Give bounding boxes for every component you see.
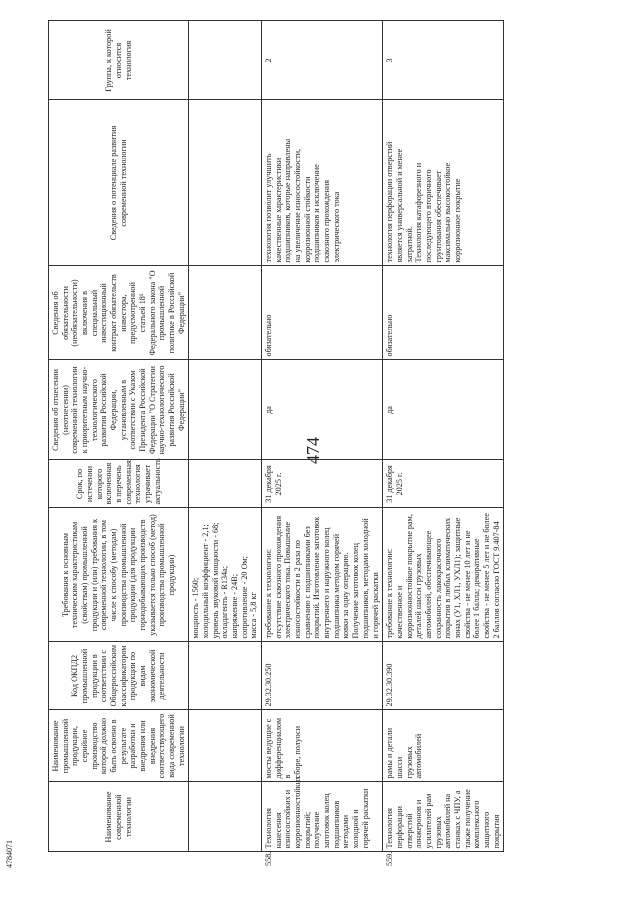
header-cell: Код ОКПД2 промышленной продукции в соответствии с Общероссийским классификатором продукции по видам экономической деятельности — [49, 642, 189, 710]
header-cell: Сведения об отнесении (неотнесении) современной технологии к приоритетным научно-технологического развития Российской Федерации, установленным в соответствии с Указом Президента Российской Федерации "О Стратегии научно-технологического развития Российской Федерации" — [49, 360, 189, 460]
group: 2 — [262, 21, 383, 100]
rotated-table-container — [48, 21, 618, 866]
deadline: 31 декабря 2025 г. — [383, 460, 504, 508]
header-cell: Наименование современной технологии — [49, 782, 189, 852]
table-header-row — [49, 21, 189, 866]
technology-name: Технология нанесения износостойких и коррозионностойких покрытий; получение заготовок колец подшипников методами холодной и горячей раскатки — [262, 782, 383, 852]
group: 3 — [383, 21, 504, 100]
header-cell: Сведения об обязательности (необязательности) включения в специальный инвестиционный контракт обязательств инвестора, предусмотренной статьей 18¹ Федерального закона "О промышленной политике в Российской Федерации" — [49, 266, 189, 360]
priority: да — [262, 360, 383, 460]
row-number: 558. — [263, 851, 273, 866]
product-name: рамы и детали шасси грузовых автомобилей — [383, 710, 504, 782]
obligation: обязательно — [262, 266, 383, 360]
header-num-blank — [49, 852, 189, 866]
okpd2-code: 29.32.30.390 — [383, 642, 504, 710]
row-number: 559. — [384, 851, 394, 866]
continuation-row — [189, 21, 262, 866]
potential: технология перфорации отверстий является универсальной и менее затратной. Технология катафорезного и последующего вторичного грунтования обеспечивает максимально высокостойкое коррозионное покрытие — [383, 100, 504, 266]
header-cell: Группа, к которой относится технология — [49, 21, 189, 100]
document-code: 4784071 — [5, 840, 14, 868]
table-row — [262, 21, 383, 866]
header-cell: Сведения о потенциале развития современной технологии — [49, 100, 189, 266]
continuation-cell: мощность - 1560; холодильный коэффициент - 2,1; уровень звуковой мощности - 68; охладагенть - R134a; напряжение - 24В; сопротивление - 20 Ом; масса - 5,8 кг — [189, 508, 262, 642]
obligation: обязательно — [383, 266, 504, 360]
technologies-table — [48, 21, 504, 867]
product-name: мосты ведущие с дифференциалом в сборе, полуоси — [262, 710, 383, 782]
priority: да — [383, 360, 504, 460]
page-number: 474 — [303, 437, 323, 464]
header-cell: Срок, по истечении которого включенная в перечень современная технология утрачивает актуальность — [49, 460, 189, 508]
header-cell: Требования к основным техническим характеристикам (свойствам) промышленной продукции и (или) требования к современной технологии, в том числе к способу (методам) производства промышленной продукции (для продукции горнодобывающих производств указывается только способ (метод) производства промышленной продукции) — [49, 508, 189, 642]
requirements: требование к технологии: качественное и коррозионностойкое покрытие рам, деталей шасси грузовых автомобилей, обеспечивающее сохранность лакокрасочного покрытия в любых климатических зонах (У1, ХЛ1, УХЛ1); защитные свойства - не менее 10 лет и не более 1 балла; декоративные свойства - не менее 5 лет и не более 2 баллов согласно ГОСТ 9.407-84 — [383, 508, 504, 642]
potential: технология позволит улучшить качественные характеристики подшипников, которые направлены на увеличение износостойкости, коррозионной стойкости подшипников и исключение сквозного прохождения электрического тока — [262, 100, 383, 266]
deadline: 31 декабря 2025 г. — [262, 460, 383, 508]
okpd2-code: 29.32.30.250 — [262, 642, 383, 710]
technology-name: Технология перфорации отверстий лонжеронов и усилителей рам грузовых автомобилей на станках с ЧПУ, а также получение комплексного защитного покрытия — [383, 782, 504, 852]
header-cell: Наименование промышленной продукции, серийное производство которой должно быть освоено в результате разработки и внедрения или внедрения соответствующего вида современной технологии — [49, 710, 189, 782]
table-row — [383, 21, 504, 866]
requirements: требование к технологии: отсутствие сквозного прохождения электрического тока. Повышение износостойкости в 2 раза по сравнению с подшипниками без покрытий. Изготовление заготовок внутреннего и наружного колец подшипника методом горячей ковки за одну операцию. Получение заготовок колец подшипников, методами холодной и горячей раскатки — [262, 508, 383, 642]
